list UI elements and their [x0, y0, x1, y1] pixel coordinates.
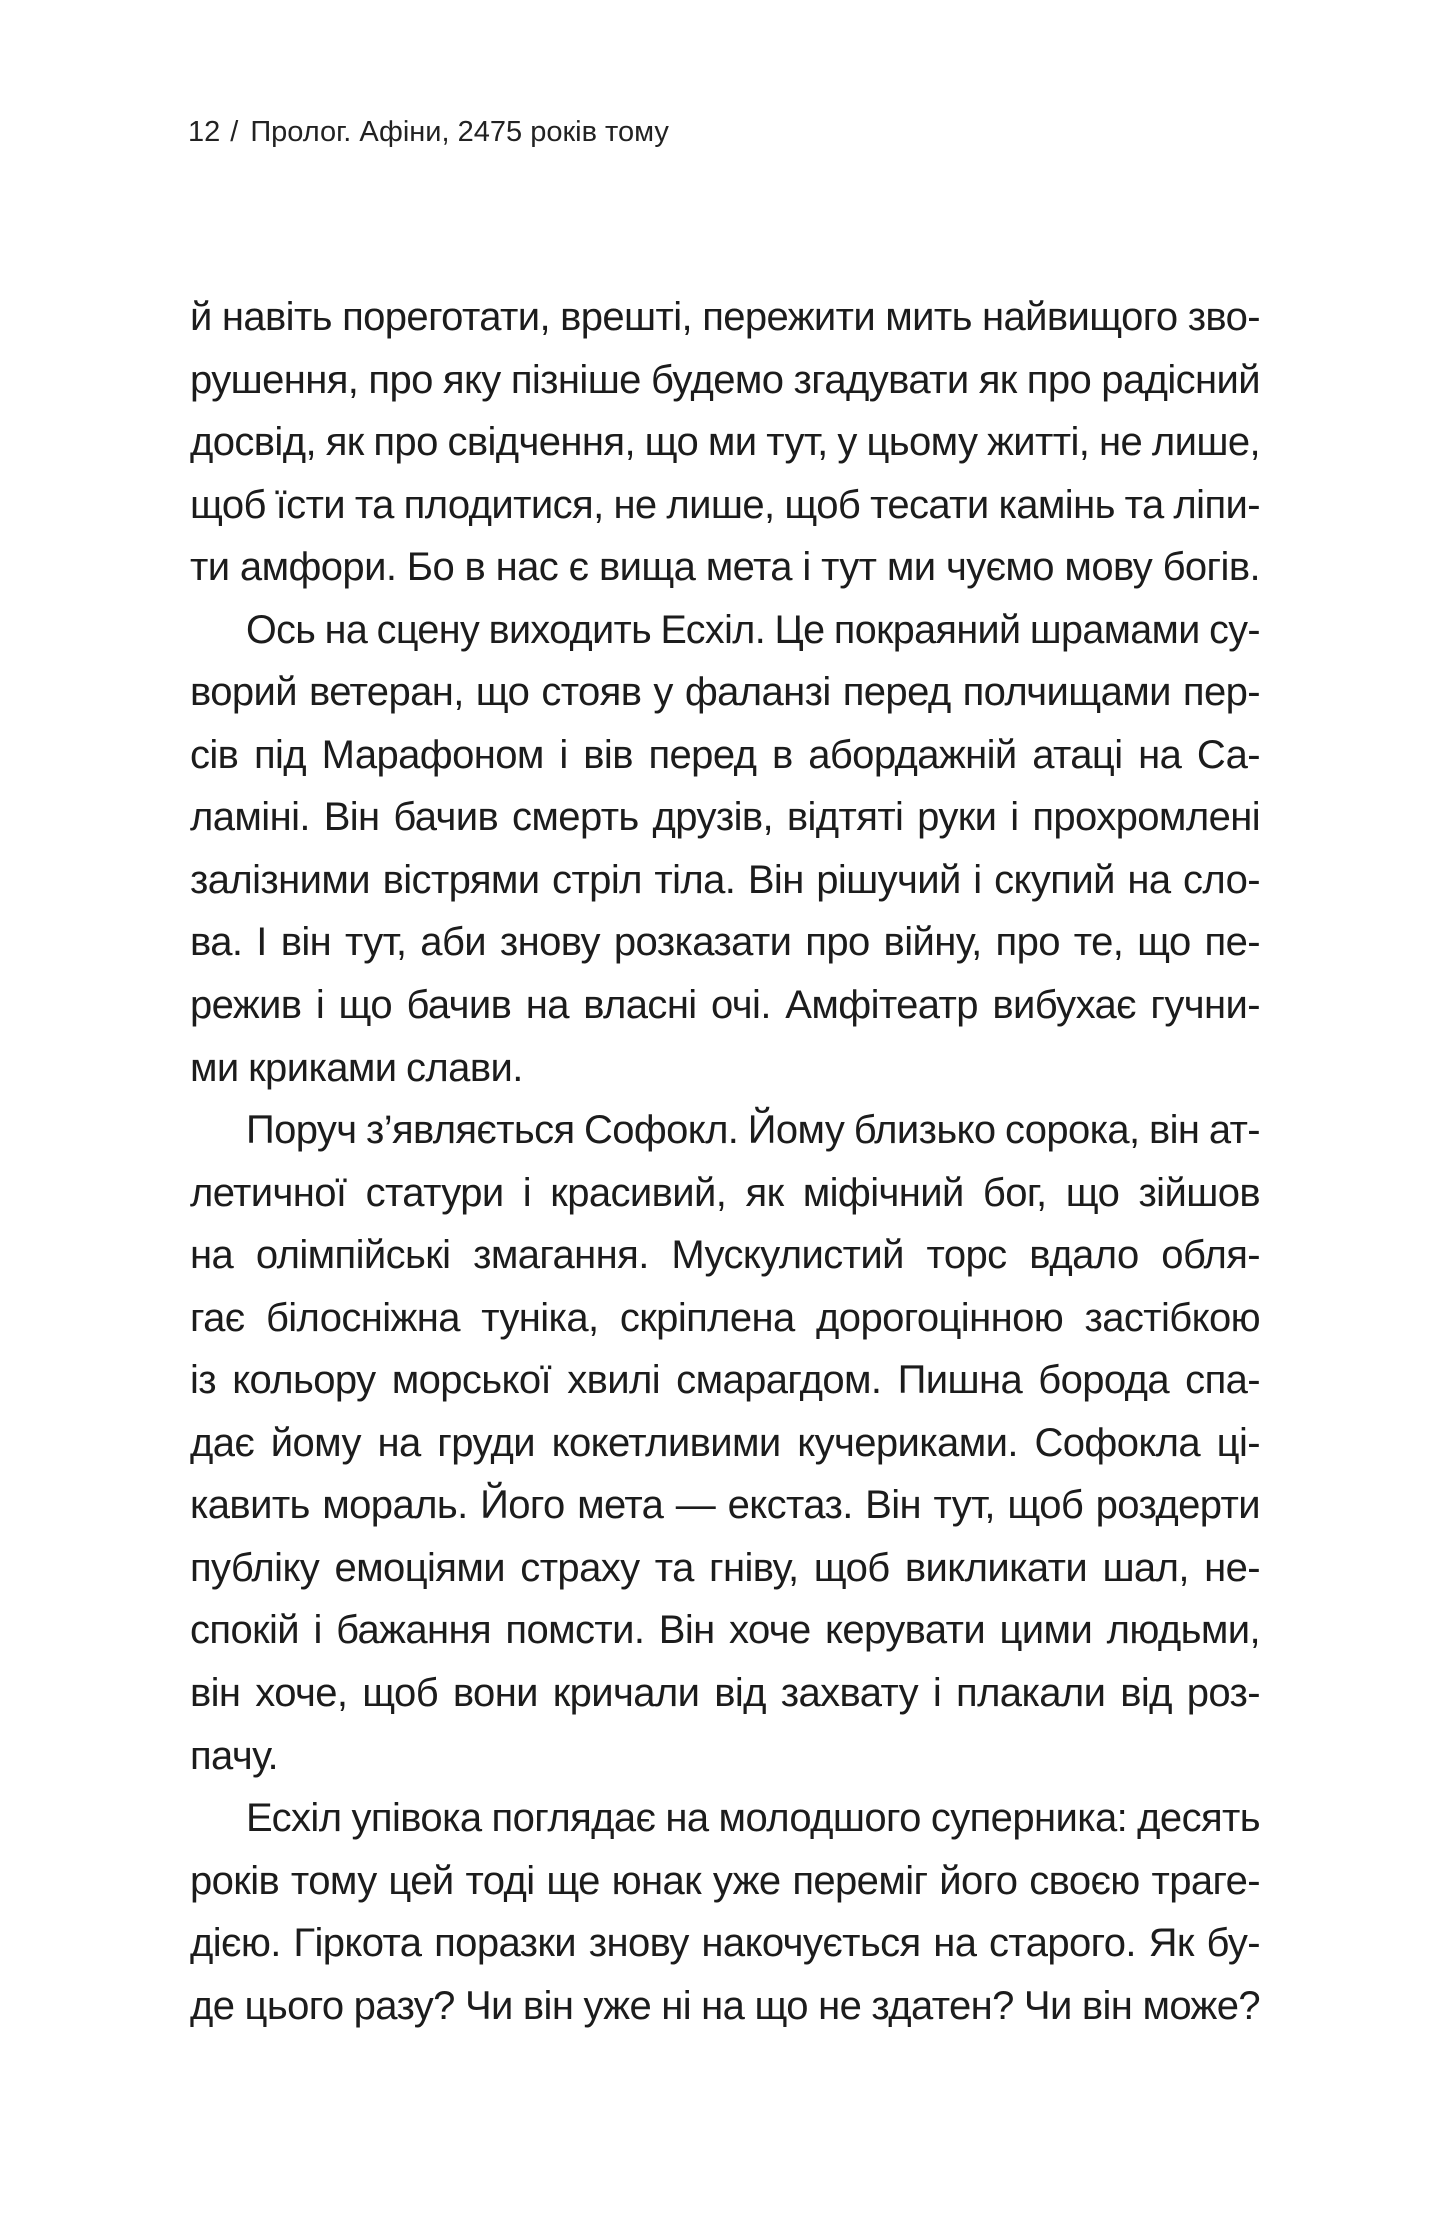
paragraph [190, 1787, 1260, 2037]
text-line [190, 1850, 1260, 1913]
text-line-content: ми криками слави. [190, 1045, 523, 1090]
text-line-content: він хоче, щоб вони кричали від захвату і плакали від роз- [190, 1671, 1260, 1716]
text-line [190, 1162, 1260, 1225]
text-line-content: спокій і бажання помсти. Він хоче керувати цими людьми, [190, 1608, 1260, 1653]
text-line [190, 411, 1260, 474]
text-line-content: рушення, про яку пізніше будемо згадувати як про радісний [190, 357, 1260, 402]
text-line [190, 1599, 1260, 1662]
text-line [190, 1662, 1260, 1725]
text-line-content: де цього разу? Чи він уже ні на що не здатен? Чи він може? [190, 1983, 1260, 2028]
header-separator: / [230, 116, 239, 148]
text-line-content: ти амфори. Бо в нас є вища мета і тут ми чуємо мову богів. [190, 545, 1260, 590]
text-line [190, 1037, 1260, 1100]
text-line [190, 1412, 1260, 1475]
text-line-content: дає йому на груди кокетливими кучериками. Софокла ці- [190, 1420, 1260, 1465]
text-line [190, 1725, 1260, 1788]
text-line-content: щоб їсти та плодитися, не лише, щоб тесати камінь та ліпи- [190, 482, 1260, 527]
text-line [190, 661, 1260, 724]
text-line [190, 724, 1260, 787]
text-line-content: ва. І він тут, аби знову розказати про війну, про те, що пе- [190, 920, 1260, 965]
text-line-content: летичної статури і красивий, як міфічний бог, що зійшов [190, 1170, 1260, 1215]
page-number: 12 [188, 116, 221, 148]
text-line [190, 974, 1260, 1037]
running-head [188, 112, 669, 152]
text-line [190, 1474, 1260, 1537]
text-line-content: кавить мораль. Його мета — екстаз. Він тут, щоб роздерти [190, 1483, 1260, 1528]
text-line-content: режив і що бачив на власні очі. Амфітеатр вибухає гучни- [190, 983, 1260, 1028]
paragraph [190, 286, 1260, 599]
text-line-content: ламіні. Він бачив смерть друзів, відтяті руки і прохромлені [190, 795, 1260, 840]
text-line-content: й навіть пореготати, врешті, пережити мить найвищого зво- [190, 295, 1260, 339]
text-line-content: гає білосніжна туніка, скріплена дорогоцінною застібкою [190, 1295, 1260, 1340]
text-line-content: із кольору морської хвилі смарагдом. Пишна борода спа- [190, 1358, 1260, 1403]
text-line [190, 786, 1260, 849]
text-line-content: Ось на сцену виходить Есхіл. Це покраяний шрамами су- [246, 607, 1260, 652]
text-line-content: на олімпійські змагання. Мускулистий торс вдало обля- [190, 1233, 1260, 1278]
text-line [190, 1349, 1260, 1412]
text-line-content: публіку емоціями страху та гніву, щоб викликати шал, не- [190, 1545, 1260, 1590]
text-line [190, 286, 1260, 349]
text-line [190, 1224, 1260, 1287]
text-line [190, 474, 1260, 537]
text-line [190, 1912, 1260, 1975]
text-line-content: Поруч з’являється Софокл. Йому близько сорока, він ат- [246, 1108, 1260, 1153]
text-line-content: досвід, як про свідчення, що ми тут, у цьому житті, не лише, [190, 420, 1260, 465]
text-line [190, 1975, 1260, 2038]
text-line-content: залізними вістрями стріл тіла. Він рішучий і скупий на сло- [190, 857, 1260, 902]
text-line-content: років тому цей тоді ще юнак уже переміг його своєю траге- [190, 1858, 1260, 1903]
running-title: Пролог. Афіни, 2475 років тому [250, 116, 669, 148]
body-text [190, 286, 1260, 2037]
text-line [190, 349, 1260, 412]
text-line-content: Есхіл упівока поглядає на молодшого суперника: десять [246, 1796, 1260, 1841]
text-line [190, 536, 1260, 599]
text-line [190, 1787, 1260, 1850]
text-line [190, 849, 1260, 912]
text-line [190, 1287, 1260, 1350]
paragraph [190, 599, 1260, 1099]
text-line-content: сів під Марафоном і вів перед в абордажній атаці на Са- [190, 732, 1260, 777]
text-line-content: пачу. [190, 1733, 278, 1778]
text-line [190, 1099, 1260, 1162]
paragraph [190, 1099, 1260, 1787]
text-line-content: ворий ветеран, що стояв у фаланзі перед полчищами пер- [190, 670, 1260, 715]
text-line [190, 599, 1260, 662]
text-line [190, 911, 1260, 974]
text-line-content: дією. Гіркота поразки знову накочується на старого. Як бу- [190, 1921, 1260, 1966]
text-line [190, 1537, 1260, 1600]
